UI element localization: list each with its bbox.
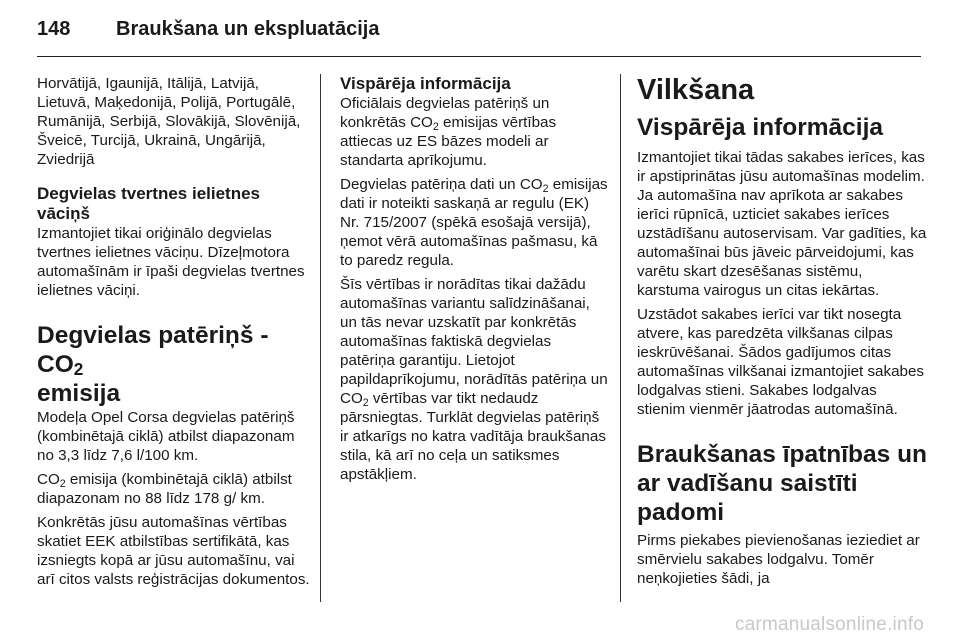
towing-eye-text: Uzstādot sakabes ierīci var tikt nosegta atvere, kas paredzēta vilkšanas cilpas ieskrūvēšanai. Šādos gadījumos citas automašīnas vilkšanai izmantojiet sakabes lodgalvas stieni. Sakabes lodgalvas stienim vienmēr jāatrodas automašīnā. bbox=[637, 306, 925, 418]
consumption-text: Modeļa Opel Corsa degvielas patēriņš (kombinētajā ciklā) atbilst diapazonam no 3,3 līdz 7,6 l/100 km. bbox=[37, 409, 295, 464]
column-right bbox=[637, 74, 927, 593]
heading-driving-tips: Braukšanas īpatnības un ar vadīšanu saistīti padomi bbox=[637, 441, 928, 526]
column-middle bbox=[340, 74, 610, 489]
towbar-text: Izmantojiet tikai tādas sakabes ierīces, kas ir apstiprinātas jūsu automašīnas modelim. Ja automašīna nav aprīkota ar sakabes ierīci rūpnīcā, uzticiet sakabes ierīces uzstādīšanu autoservisam. Var gadīties, ka automašīnai būs jāveic pārveidojumi, kas varētu skart dzesēšanas sistēmu, karstuma vairogus un citas iekārtas. bbox=[637, 149, 927, 299]
column-divider bbox=[320, 74, 321, 602]
column-left bbox=[37, 74, 312, 594]
values-text: Konkrētās jūsu automašīnas vērtības skatiet EEK atbilstības sertifikātā, kas izsniegts kopā ar jūsu automašīnu, vai arī citos valsts reģistrācijas dokumentos. bbox=[37, 514, 310, 588]
header-rule bbox=[37, 56, 921, 57]
tips-text: Pirms piekabes pievienošanas ieziediet ar smērvielu sakabes lodgalvu. Tomēr neņkojieties šādi, ja bbox=[637, 532, 920, 587]
fuel-cap-text: Izmantojiet tikai oriģinālo degvielas tvertnes ielietnes vāciņu. Dīzeļmotora automašīnām ir īpaši degvielas tvertnes ielietnes vāciņi. bbox=[37, 225, 305, 299]
column-divider bbox=[620, 74, 621, 602]
heading-fuel-cap: Degvielas tvertnes ielietnes vāciņš bbox=[37, 184, 261, 223]
heading-consumption: Degvielas patēriņš - $CO_2$ emisija bbox=[37, 322, 269, 407]
regulation-text: Degvielas patēriņa dati un $CO_2$ emisijas dati ir noteikti saskaņā ar regulu (EK) Nr. 715/2007 (spēkā esošajā versijā), ņemot vērā automašīnas pašmasu, kā to paredz regula. bbox=[340, 176, 608, 269]
heading-general-info-towing: Vispārēja informācija bbox=[637, 114, 884, 141]
countries-text: Horvātijā, Igaunijā, Itālijā, Latvijā, Lietuvā, Maķedonijā, Polijā, Portugālē, Rumānijā, Serbijā, Slovākijā, Slovēnijā, Šveicē, Turcijā, Ukrainā, Ungārijā, Zviedrijā bbox=[37, 75, 301, 168]
heading-towing: Vilkšana bbox=[637, 74, 755, 106]
watermark: carmanualsonline.info bbox=[734, 614, 924, 635]
heading-general-info: Vispārēja informācija bbox=[340, 74, 511, 93]
official-consumption-text: Oficiālais degvielas patēriņš un konkrētās $CO_2$ emisijas vērtības attiecas uz ES bāzes modeli ar standarta aprīkojumu. bbox=[340, 95, 557, 169]
page-title: Braukšana un ekspluatācija bbox=[116, 18, 380, 40]
comparison-text: Šīs vērtības ir norādītas tikai dažādu automašīnas variantu salīdzināšanai, un tās nevar uzskatīt par konkrētās automašīnas faktiskā degvielas patēriņa garantiju. Lietojot papildaprīkojumu, norādītās patēriņa un $CO_2$ vērtības var tikt nedaudz pārsniegtas. Turklāt degvielas patēriņš ir atkarīgs no katra vadītāja braukšanas stila, kā arī no ceļa un satiksmes apstākļiem. bbox=[340, 276, 608, 483]
page-number: 148 bbox=[37, 18, 71, 40]
co2-emission-text: $CO_2$ emisija (kombinētajā ciklā) atbilst diapazonam no 88 līdz 178 g/ km. bbox=[37, 471, 292, 507]
